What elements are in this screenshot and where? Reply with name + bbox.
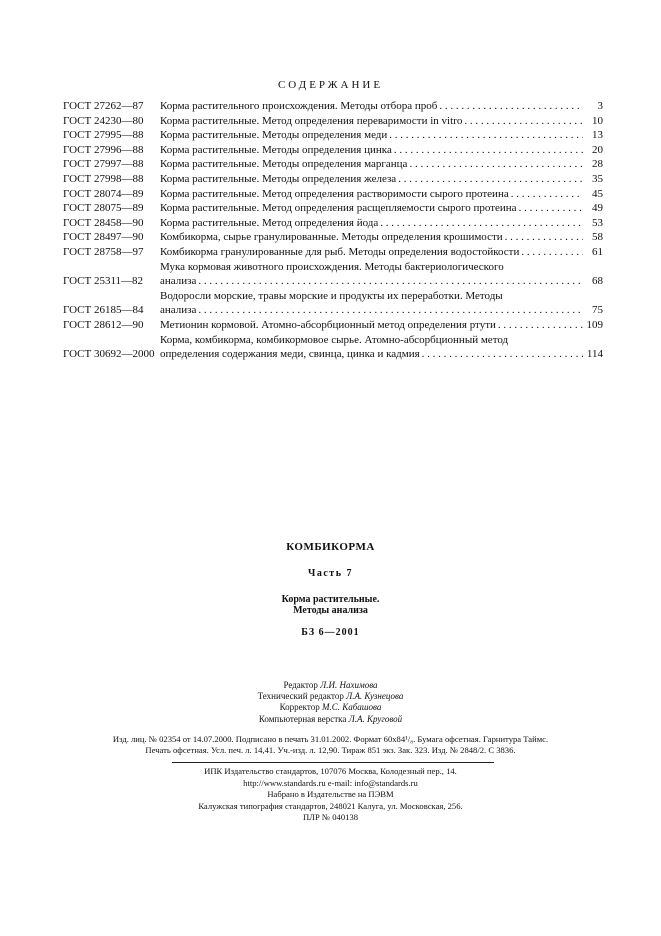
toc-entry-page: 68 — [592, 275, 603, 288]
toc-entry-line — [160, 303, 603, 318]
credit-layout-role: Компьютерная верстка — [258, 713, 347, 724]
credit-editor — [0, 680, 661, 691]
toc-entry-body — [160, 245, 603, 260]
toc-entry-page: 53 — [592, 216, 603, 229]
toc-leader-dots — [439, 99, 583, 114]
toc-entry-title: анализа — [160, 304, 197, 317]
toc-leader-dots — [198, 274, 583, 289]
toc-entry-page: 45 — [592, 187, 603, 200]
toc-entry — [63, 157, 603, 172]
toc-entry — [63, 318, 603, 333]
toc-entry-title: определения содержания меди, свинца, цинка и кадмия — [160, 348, 420, 361]
toc-entry — [63, 333, 603, 362]
toc-entry-page: 61 — [592, 245, 603, 258]
toc-entry — [63, 260, 603, 289]
publisher-line5: ПЛР № 040138 — [302, 812, 359, 823]
credit-tech-editor — [0, 691, 661, 702]
publisher-line3: Набрано в Издательстве на ПЭВМ — [267, 789, 394, 800]
toc-entry-code: ГОСТ 28075—89 — [63, 202, 144, 215]
toc-entry-body — [160, 216, 603, 231]
toc-entry — [63, 172, 603, 187]
book-part: Часть 7 — [308, 568, 353, 579]
publisher-line1: ИПК Издательство стандартов, 107076 Москва, Колодезный пер., 14. — [204, 766, 457, 776]
toc-entry-code: ГОСТ 26185—84 — [63, 304, 144, 317]
toc-leader-dots — [521, 245, 583, 260]
toc-entry-title: Мука кормовая животного происхождения. Методы бактериологического — [160, 260, 504, 273]
toc-entry-body — [160, 187, 603, 202]
toc-entry-title: Метионин кормовой. Атомно-абсорбционный метод определения ртути — [160, 318, 496, 331]
credit-corrector-role: Корректор — [279, 702, 320, 713]
toc-entry-title: Корма растительные. Методы определения меди — [160, 129, 388, 142]
toc-entry — [63, 289, 603, 318]
toc-entry-page: 49 — [592, 202, 603, 215]
toc-entry-page: 10 — [592, 114, 603, 127]
toc-entry-line — [160, 201, 603, 216]
toc-entry — [63, 99, 603, 114]
toc-entry-line — [160, 187, 603, 202]
toc-entry-page: 75 — [592, 304, 603, 317]
toc-entry-title: Корма растительные. Методы определения марганца — [160, 158, 408, 171]
toc-entry-code: ГОСТ 27997—88 — [63, 158, 144, 171]
toc-entry-body — [160, 99, 603, 114]
toc-entry — [63, 201, 603, 216]
toc-entry-body — [160, 172, 603, 187]
credit-corrector-name: М.С. Кабашова — [321, 702, 382, 713]
toc-entry-line — [160, 245, 603, 260]
toc-entry-page: 3 — [597, 100, 603, 112]
toc-entry-body — [160, 201, 603, 216]
toc-entry-line — [160, 230, 603, 245]
toc-entry-title: Корма растительные. Метод определения растворимости сырого протеина — [160, 187, 509, 200]
toc-entry-code: ГОСТ 27998—88 — [63, 172, 144, 185]
toc-entry-line — [160, 128, 603, 143]
credit-tech-editor-name: Л.А. Кузнецова — [346, 691, 404, 702]
book-code: БЗ 6—2001 — [301, 627, 360, 638]
toc-entry-title: Корма растительные. Метод определения переваримости in vitro — [160, 114, 463, 127]
toc-leader-dots — [409, 157, 583, 172]
toc-entry-body — [160, 128, 603, 143]
toc-leader-dots — [394, 143, 583, 158]
toc-entry-line — [160, 143, 603, 158]
table-of-contents — [63, 99, 603, 362]
toc-entry-title: анализа — [160, 275, 197, 288]
toc-entry-title: Водоросли морские, травы морские и продукты их переработки. Методы — [160, 289, 503, 302]
publisher-block — [0, 766, 661, 824]
credit-layout-name: Л.А. Круговой — [348, 713, 403, 724]
credit-editor-role: Редактор — [283, 680, 318, 690]
toc-entry-line — [160, 114, 603, 129]
imprint-block — [0, 734, 661, 757]
toc-entry-line — [160, 274, 603, 289]
toc-entry — [63, 230, 603, 245]
toc-leader-dots — [422, 347, 583, 362]
toc-entry-title: Корма растительные. Метод определения расщепляемости сырого протеина — [160, 202, 517, 215]
toc-entry-code: ГОСТ 28074—89 — [63, 187, 144, 200]
toc-entry-title: Корма растительные. Методы определения железа — [160, 172, 397, 185]
credit-editor-name: Л.И. Нахимова — [320, 680, 378, 690]
publisher-line4: Калужская типография стандартов, 248021 Калуга, ул. Московская, 256. — [198, 800, 463, 811]
toc-entry-line — [160, 260, 603, 275]
book-subtitle — [0, 594, 661, 616]
toc-entry-body — [160, 114, 603, 129]
credit-layout — [0, 714, 661, 725]
toc-entry-line — [160, 157, 603, 172]
toc-entry-code: ГОСТ 27995—88 — [63, 129, 144, 142]
toc-entry-body — [160, 318, 603, 333]
toc-entry-line — [160, 172, 603, 187]
toc-entry-page: 28 — [592, 158, 603, 171]
toc-entry — [63, 216, 603, 231]
toc-leader-dots — [519, 201, 583, 216]
toc-entry-line — [160, 216, 603, 231]
toc-entry — [63, 245, 603, 260]
toc-entry-code: ГОСТ 28458—90 — [63, 216, 144, 229]
toc-entry-title: Корма, комбикорма, комбикормовое сырье. Атомно-абсорбционный метод — [160, 333, 509, 346]
toc-entry-page: 114 — [586, 348, 603, 361]
toc-entry-code: ГОСТ 25311—82 — [63, 275, 144, 288]
toc-entry-page: 58 — [592, 231, 603, 244]
toc-entry-title: Комбикорма гранулированные для рыб. Методы определения водостойкости — [160, 245, 520, 258]
toc-entry-body — [160, 143, 603, 158]
toc-entry-title: Корма растительные. Методы определения цинка — [160, 143, 392, 156]
toc-leader-dots — [505, 230, 583, 245]
toc-entry-line — [160, 99, 603, 114]
toc-entry-title: Корма растительного происхождения. Методы отбора проб — [160, 100, 438, 112]
toc-entry-line — [160, 289, 603, 304]
toc-entry — [63, 143, 603, 158]
toc-entry-body — [160, 333, 603, 362]
toc-entry-body — [160, 289, 603, 318]
toc-entry-code: ГОСТ 30692—2000 — [63, 348, 155, 361]
toc-leader-dots — [380, 216, 583, 231]
toc-entry-code: ГОСТ 28497—90 — [63, 231, 144, 244]
toc-entry-body — [160, 230, 603, 245]
toc-entry — [63, 187, 603, 202]
toc-entry-page: 13 — [592, 129, 603, 142]
toc-leader-dots — [464, 114, 583, 129]
divider — [172, 762, 494, 763]
toc-leader-dots — [198, 303, 583, 318]
toc-entry-line — [160, 318, 603, 333]
toc-leader-dots — [498, 318, 583, 333]
toc-entry-line — [160, 333, 603, 348]
toc-entry-code: ГОСТ 27262—87 — [63, 100, 144, 112]
toc-leader-dots — [389, 128, 583, 143]
book-subtitle-line1: Корма растительные. — [281, 594, 380, 605]
toc-entry-code: ГОСТ 28758—97 — [63, 245, 144, 258]
book-title: КОМБИКОРМА — [286, 541, 375, 553]
toc-heading: СОДЕРЖАНИЕ — [277, 79, 384, 91]
imprint-line2: Печать офсетная. Усл. печ. л. 14,41. Уч.-изд. л. 12,90. Тираж 851 экз. Зак. 323. Изд. № 2848/2. С 3836. — [145, 745, 516, 756]
toc-entry-body — [160, 260, 603, 289]
credits-block — [0, 680, 661, 725]
toc-entry-code: ГОСТ 28612—90 — [63, 318, 144, 331]
toc-entry-page: 35 — [592, 172, 603, 185]
imprint-line1: Изд. лиц. № 02354 от 14.07.2000. Подписано в печать 31.01.2002. Формат 60x84¹/₈. Бумага офсетная. Гарнитура Таймс. — [112, 734, 549, 744]
toc-entry — [63, 114, 603, 129]
toc-entry — [63, 128, 603, 143]
toc-entry-body — [160, 157, 603, 172]
credit-corrector — [0, 702, 661, 713]
toc-entry-title: Комбикорма, сырье гранулированные. Методы определения крошимости — [160, 231, 503, 244]
toc-entry-code: ГОСТ 24230—80 — [63, 114, 144, 127]
toc-entry-title: Корма растительные. Метод определения йода — [160, 216, 379, 229]
publisher-line2: http://www.standards.ru e-mail: info@standards.ru — [243, 777, 418, 788]
toc-entry-page: 20 — [592, 143, 603, 156]
credit-tech-editor-role: Технический редактор — [257, 691, 344, 702]
book-subtitle-line2: Методы анализа — [293, 605, 368, 616]
toc-entry-page: 109 — [586, 318, 603, 331]
toc-entry-code: ГОСТ 27996—88 — [63, 143, 144, 156]
toc-leader-dots — [511, 187, 583, 202]
toc-entry-line — [160, 347, 603, 362]
toc-leader-dots — [398, 172, 583, 187]
